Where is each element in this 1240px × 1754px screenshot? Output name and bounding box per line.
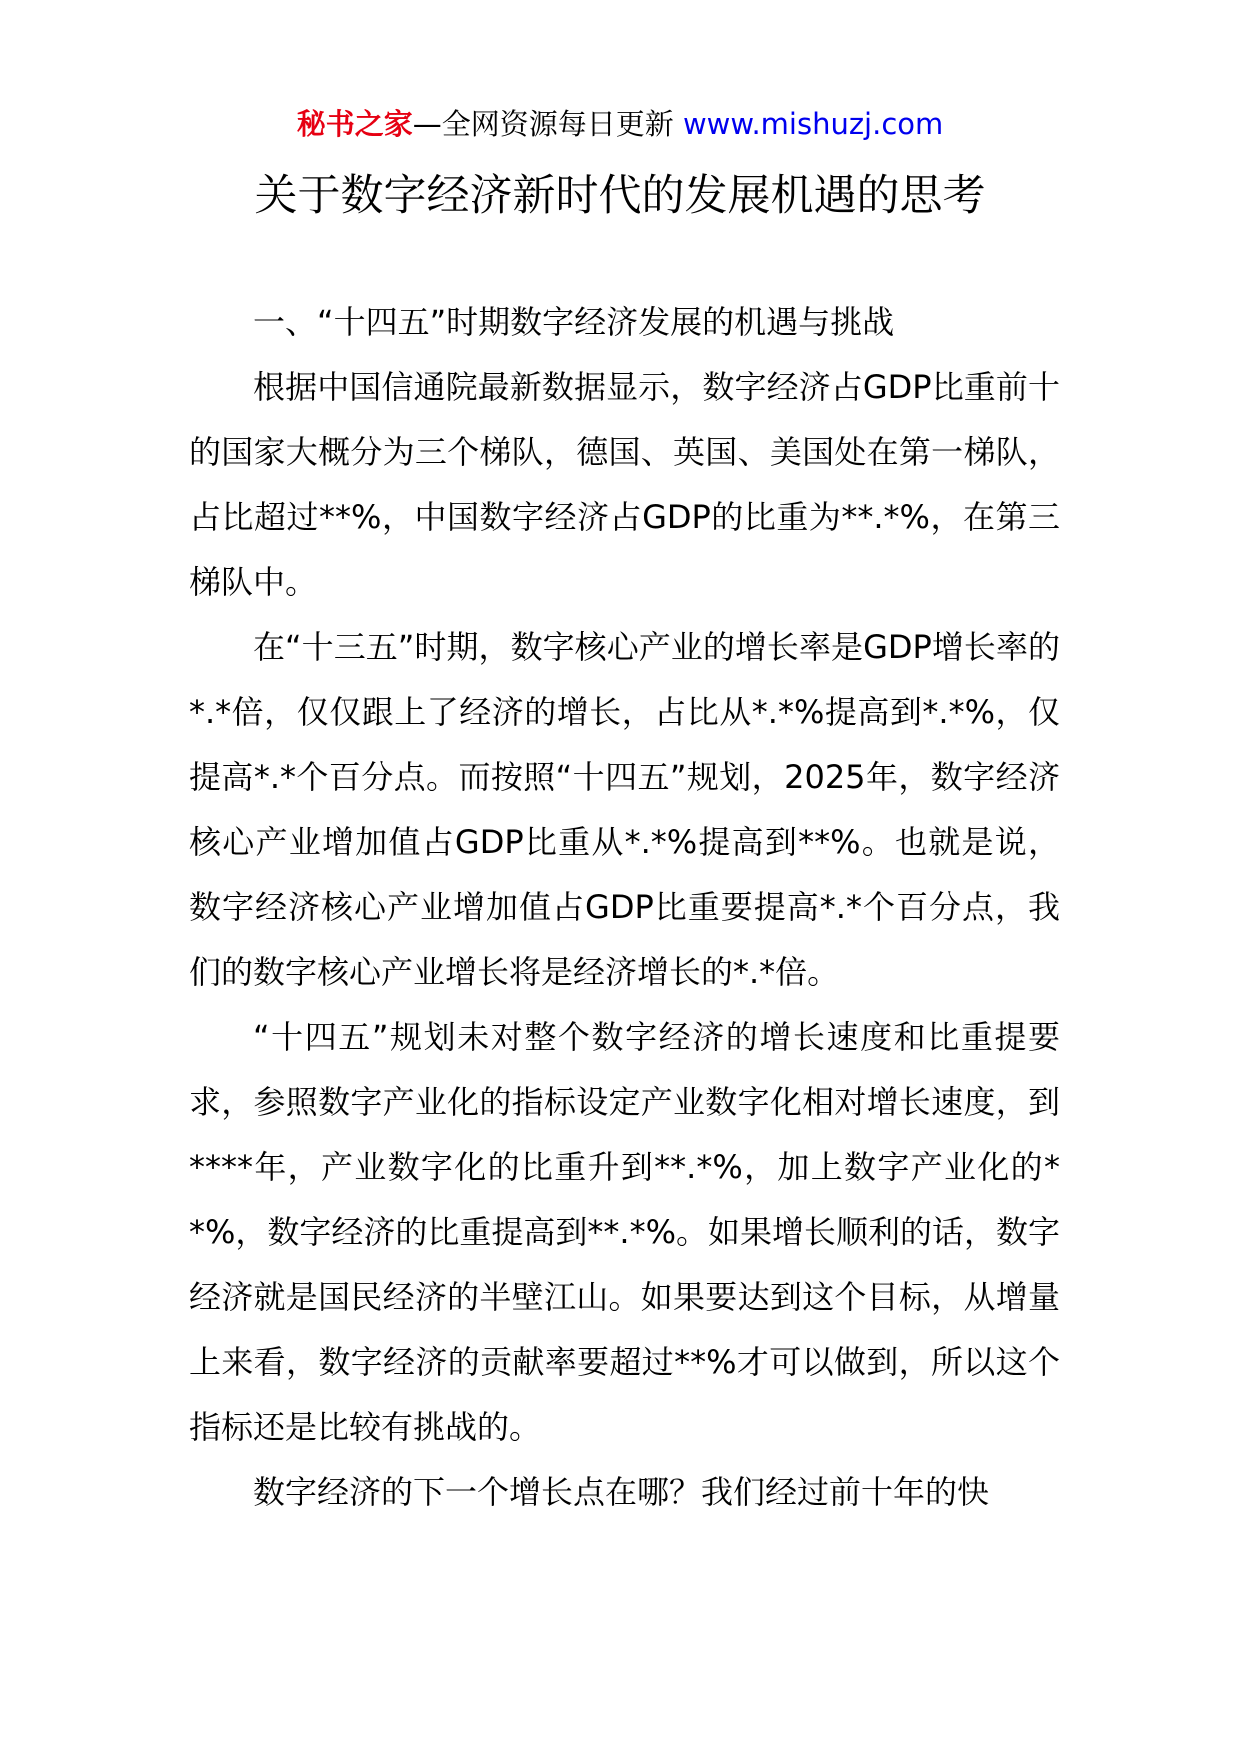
brand-name: 秘书之家: [296, 107, 413, 141]
paragraph-1: 根据中国信通院最新数据显示，数字经济占GDP比重前十的国家大概分为三个梯队，德国、英国、美国处在第一梯队，占比超过**%，中国数字经济占GDP的比重为**.*%，在第三梯队中。: [189, 368, 1060, 601]
header-tagline: —全网资源每日更新: [412, 107, 674, 141]
paragraph-3: “十四五”规划未对整个数字经济的增长速度和比重提要求，参照数字产业化的指标设定产业数字化相对增长速度，到****年，产业数字化的比重升到**.*%，加上数字产业化的**%，数字经济的比重提高到**.*%。如果增长顺利的话，数字经济就是国民经济的半壁江山。如果要达到这个目标，从增量上来看，数字经济的贡献率要超过**%才可以做到，所以这个指标还是比较有挑战的。: [189, 1018, 1060, 1446]
paragraph-2: 在“十三五”时期，数字核心产业的增长率是GDP增长率的*.*倍，仅仅跟上了经济的增长，占比从*.*%提高到*.*%，仅提高*.*个百分点。而按照“十四五”规划，2025年，数字经济核心产业增加值占GDP比重从*.*%提高到**%。也就是说，数字经济核心产业增加值占GDP比重要提高*.*个百分点，我们的数字核心产业增长将是经济增长的*.*倍。: [189, 628, 1060, 991]
document-body: [189, 290, 1060, 1525]
document-title: 关于数字经济新时代的发展机遇的思考: [254, 171, 986, 221]
site-url-link[interactable]: www.mishuzj.com: [682, 107, 944, 141]
paragraph-4: 数字经济的下一个增长点在哪？我们经过前十年的快: [253, 1473, 990, 1511]
section-heading: 一、“十四五”时期数字经济发展的机遇与挑战: [253, 303, 895, 341]
site-header: [0, 104, 1240, 144]
